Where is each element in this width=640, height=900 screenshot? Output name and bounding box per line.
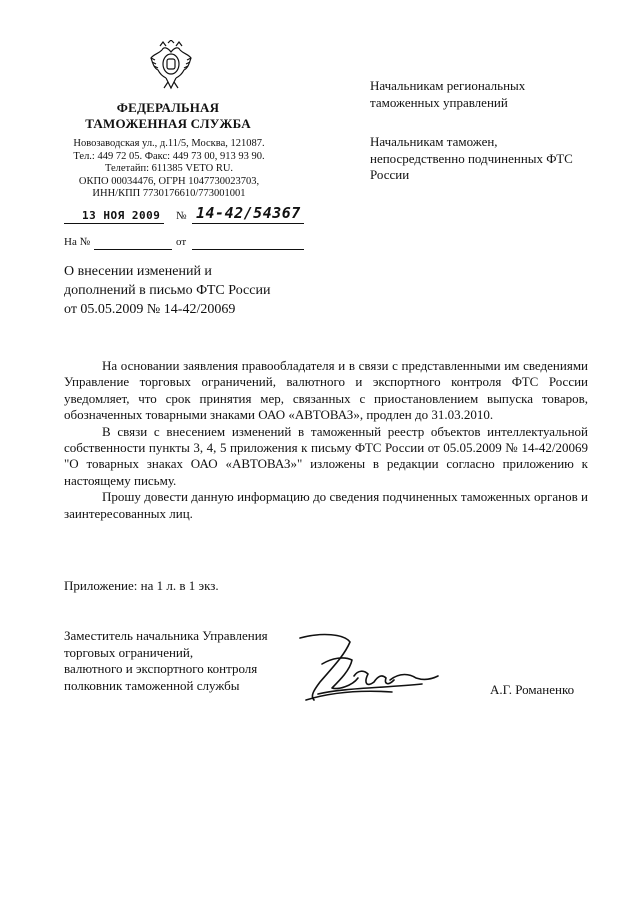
recipient-customs-heads: Начальникам таможен, непосредственно подчиненных ФТС России: [370, 134, 573, 182]
subject-line1: О внесении изменений и: [64, 264, 212, 279]
body-paragraph-1: На основании заявления правообладателя и в связи с представленными им сведениями Управление торговых ограничений, валютного и экспортного контроля ФТС России уведомляет, что срок принятия мер, связанных с приостановлением выпуска товаров, обозначенных товарными знаками ОАО «АВТОВАЗ», продлен до 31.03.2010.: [64, 358, 588, 423]
agency-name-line2: ТАМОЖЕННАЯ СЛУЖБА: [85, 116, 251, 131]
agency-inn-kpp: ИНН/КПП 7730176610/773001001: [92, 188, 246, 200]
letter-subject: [64, 262, 314, 319]
agency-name-line1: ФЕДЕРАЛЬНАЯ: [116, 100, 220, 115]
in-reply-underline: [94, 249, 172, 250]
from-underline: [192, 249, 304, 250]
subject-line2: дополнений в письмо ФТС России: [64, 283, 271, 298]
agency-address: Новозаводская ул., д.11/5, Москва, 121087.: [73, 138, 265, 149]
agency-teletype: Телетайп: 611385 VETO RU.: [104, 163, 234, 175]
attachment-note: Приложение: на 1 л. в 1 экз.: [64, 578, 219, 593]
letter-body: [64, 358, 588, 522]
signatory-line1: Заместитель начальника Управления: [64, 628, 268, 643]
agency-phone-fax: Тел.: 449 72 05. Факс: 449 73 00, 913 93 90.: [73, 150, 265, 162]
signatory-line2: торговых ограничений,: [64, 644, 194, 660]
russian-coat-of-arms-icon: [148, 40, 194, 92]
agency-name: [68, 100, 268, 132]
number-underline: [192, 223, 304, 224]
handwritten-signature: [292, 630, 442, 706]
number-label: №: [176, 210, 187, 222]
signatory-name: А.Г. Романенко: [490, 682, 575, 697]
agency-contacts: [58, 138, 280, 201]
recipient-regional-administrations: Начальникам региональных таможенных управлений: [370, 78, 526, 110]
registration-number: 14-42/54367: [196, 204, 301, 222]
recipients: [370, 78, 610, 207]
body-paragraph-2: В связи с внесением изменений в таможенный реестр объектов интеллектуальной собственности пункты 3, 4, 5 приложения к письму ФТС России от 05.05.2009 № 14-42/20069 "О товарных знаках ОАО «АВТОВАЗ»" изложены в редакции согласно приложению к настоящему письму.: [64, 423, 588, 488]
date-underline: [64, 223, 164, 224]
signatory-line4: полковник таможенной службы: [64, 677, 240, 693]
registration-line: [64, 206, 314, 224]
from-label: от: [176, 236, 187, 248]
signatory-line3: валютного и экспортного контроля: [64, 661, 258, 676]
signatory-title: [64, 628, 314, 694]
in-reply-label: На №: [64, 236, 91, 248]
body-paragraph-3: Прошу довести данную информацию до сведения подчиненных таможенных органов и заинтересованных лиц.: [64, 489, 588, 521]
agency-okpo-ogrn: ОКПО 00034476, ОГРН 1047730023703,: [78, 175, 260, 187]
in-reply-line: [64, 232, 314, 250]
subject-line3: от 05.05.2009 № 14-42/20069: [64, 302, 236, 317]
registration-date: 13 НОЯ 2009: [82, 209, 161, 222]
